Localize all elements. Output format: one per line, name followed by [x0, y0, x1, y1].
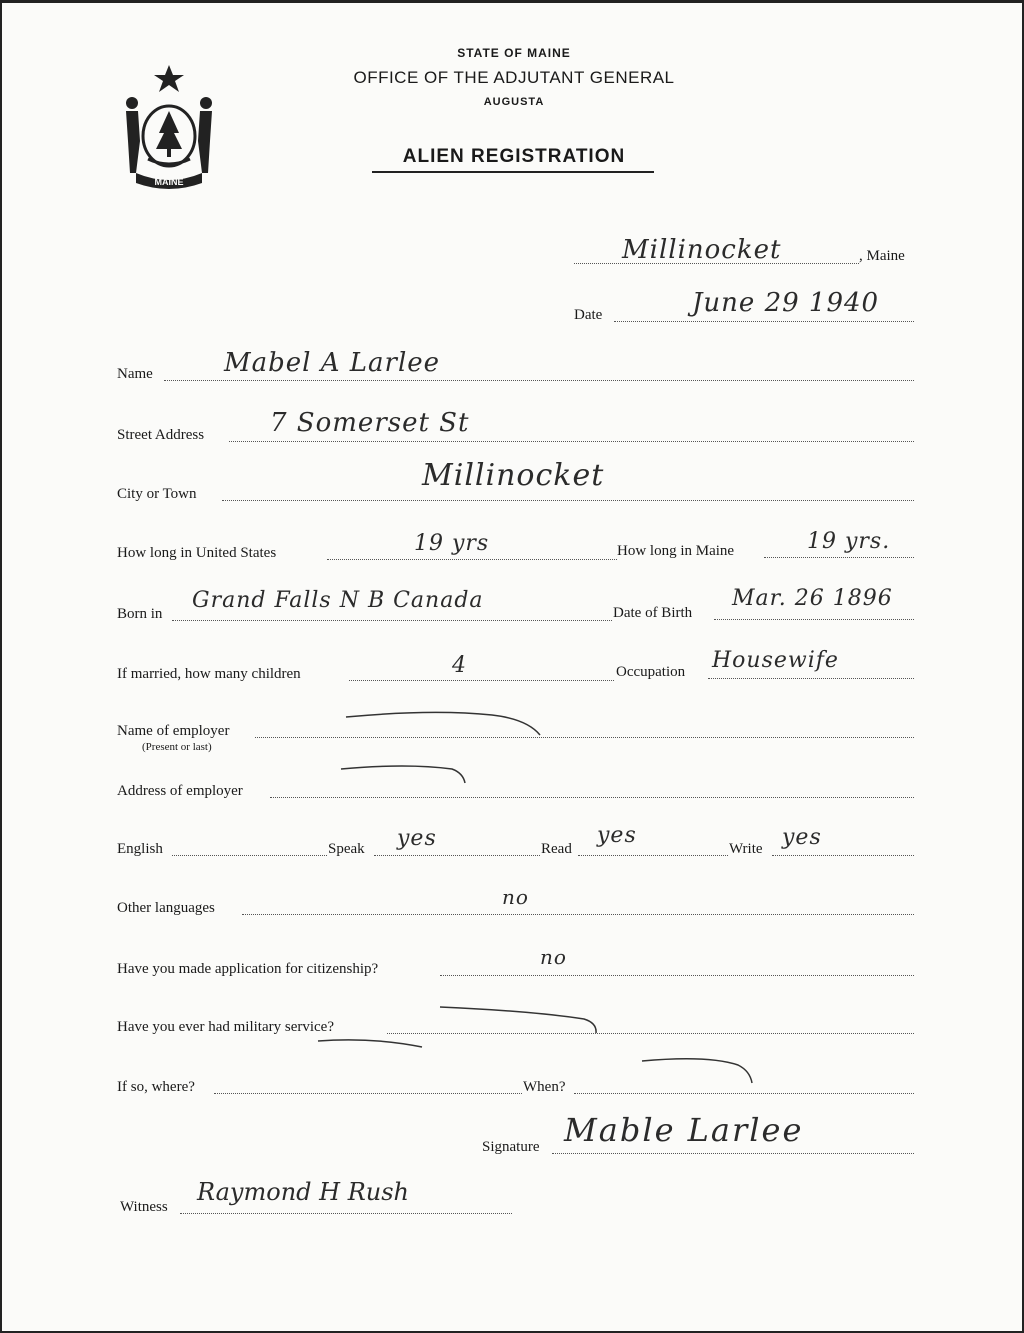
how-long-us-line	[327, 559, 617, 560]
when-line	[574, 1093, 914, 1094]
write-value: yes	[782, 825, 822, 850]
other-languages-label: Other languages	[117, 900, 215, 916]
where-line	[214, 1093, 522, 1094]
name-label: Name	[117, 366, 153, 382]
name-line	[164, 380, 914, 381]
farmer-figure-icon	[126, 111, 140, 173]
header-state: STATE OF MAINE	[457, 46, 571, 60]
when-label: When?	[523, 1079, 566, 1095]
occupation-line	[708, 678, 914, 679]
street-address-label: Street Address	[117, 427, 205, 443]
witness-line	[180, 1213, 512, 1214]
pine-tree-icon	[156, 111, 182, 149]
place-suffix: , Maine	[859, 248, 905, 264]
children-value: 4	[452, 653, 467, 678]
title-underline	[372, 171, 654, 173]
born-in-line	[172, 620, 612, 621]
born-in-label: Born in	[117, 606, 163, 622]
city-value: Millinocket	[422, 458, 605, 493]
employer-dash-stroke	[342, 709, 547, 739]
occupation-label: Occupation	[616, 664, 686, 680]
read-value: yes	[597, 823, 637, 848]
how-long-maine-value: 19 yrs.	[807, 529, 891, 554]
occupation-value: Housewife	[712, 648, 839, 673]
date-value: June 29 1940	[692, 288, 880, 318]
place-value: Millinocket	[622, 235, 782, 265]
witness-value: Raymond H Rush	[197, 1178, 410, 1206]
employer-address-line	[270, 797, 914, 798]
how-long-us-label: How long in United States	[117, 545, 277, 561]
children-label: If married, how many children	[117, 666, 301, 682]
city-label: City or Town	[117, 486, 197, 502]
read-line	[578, 855, 728, 856]
read-label: Read	[541, 841, 572, 857]
street-address-value: 7 Somerset St	[270, 408, 470, 438]
street-address-line	[229, 441, 914, 442]
city-line	[222, 500, 914, 501]
citizenship-label: Have you made application for citizenship?	[117, 961, 379, 977]
english-label: English	[117, 841, 163, 857]
citizenship-line	[440, 975, 914, 976]
date-of-birth-label: Date of Birth	[613, 605, 693, 621]
sailor-figure-icon	[198, 111, 212, 173]
other-languages-value: no	[502, 885, 529, 909]
name-value: Mabel A Larlee	[224, 348, 441, 378]
employer-address-dash-stroke	[337, 761, 472, 787]
where-label: If so, where?	[117, 1079, 195, 1095]
write-label: Write	[729, 841, 763, 857]
citizenship-value: no	[540, 945, 567, 969]
born-in-value: Grand Falls N B Canada	[192, 588, 484, 613]
seal-label: MAINE	[154, 177, 184, 187]
employer-sublabel: (Present or last)	[142, 741, 212, 753]
employer-address-label: Address of employer	[117, 783, 243, 799]
header-city: AUGUSTA	[483, 96, 545, 108]
when-dash-stroke	[638, 1055, 758, 1089]
date-of-birth-line	[714, 619, 914, 620]
how-long-maine-line	[764, 557, 914, 558]
star-icon	[154, 65, 184, 92]
date-label: Date	[574, 307, 603, 323]
speak-value: yes	[397, 826, 437, 851]
speak-label: Speak	[328, 841, 365, 857]
military-label: Have you ever had military service?	[117, 1019, 334, 1035]
other-languages-line	[242, 914, 914, 915]
witness-label: Witness	[120, 1199, 168, 1215]
how-long-maine-label: How long in Maine	[617, 543, 735, 559]
state-seal	[114, 61, 224, 191]
form-title: ALIEN REGISTRATION	[402, 146, 626, 167]
speak-line	[374, 855, 540, 856]
employer-label: Name of employer	[117, 723, 230, 739]
signature-label: Signature	[482, 1139, 540, 1155]
write-line	[772, 855, 914, 856]
date-line	[614, 321, 914, 322]
signature-value: Mable Larlee	[564, 1111, 804, 1149]
signature-line	[552, 1153, 914, 1154]
header-office: OFFICE OF THE ADJUTANT GENERAL	[353, 68, 675, 87]
english-line	[172, 855, 327, 856]
children-line	[349, 680, 614, 681]
how-long-us-value: 19 yrs	[414, 531, 490, 556]
military-dash-stroke	[312, 1001, 602, 1051]
date-of-birth-value: Mar. 26 1896	[732, 586, 893, 611]
